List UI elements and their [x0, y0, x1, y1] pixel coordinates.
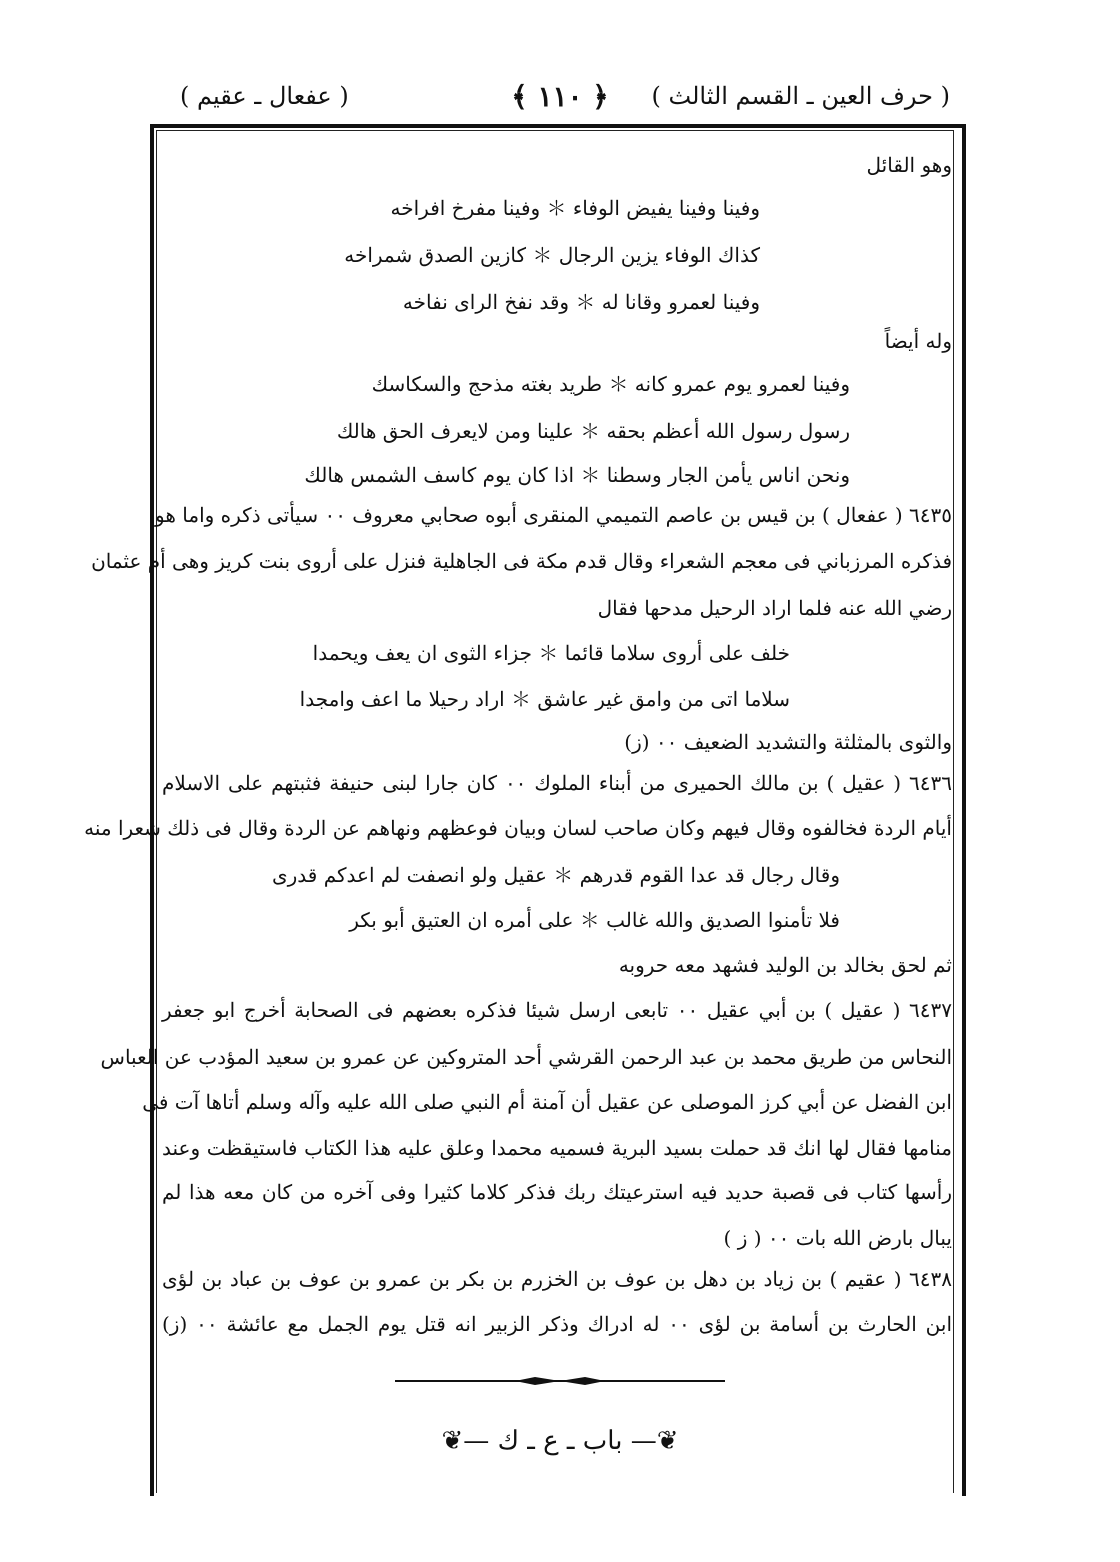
- verse-line: فلا تأمنوا الصديق والله غالب ＊ على أمره ان العتيق أبو بكر: [349, 908, 840, 932]
- verse-line: سلاما اتى من وامق غير عاشق ＊ اراد رحيلا ما اعف وامجدا: [299, 687, 790, 711]
- text-line: منامها فقال لها انك قد حملت بسيد البرية فسميه محمدا وعلق عليه هذا الكتاب فاستيقظت وعند: [162, 1136, 952, 1160]
- text-line-short: رضي الله عنه فلما اراد الرحيل مدحها فقال: [597, 596, 952, 620]
- text-line: ٦٤٣٧ ( عقيل ) بن أبي عقيل ٠٠ تابعى ارسل شيئا فذكره بعضهم فى الصحابة أخرج ابو جعفر: [162, 998, 953, 1022]
- right-ornament-icon: —❦: [441, 1426, 490, 1456]
- text-line-short: وله أيضاً: [884, 329, 952, 353]
- text-line: النحاس من طريق محمد بن عبد الرحمن القرشي أحد المتروكين عن عمرو بن سعيد المؤدب عن العباس: [100, 1045, 952, 1069]
- chapter-heading-text: باب ـ ع ـ ك: [497, 1426, 623, 1456]
- text-line: فذكره المرزباني فى معجم الشعراء وقال قدم مكة فى الجاهلية فنزل على أروى بنت كريز وهى أم عثمان: [91, 549, 952, 573]
- verse-line: وفينا وفينا يفيض الوفاء ＊ وفينا مفرخ افراخه: [390, 196, 760, 220]
- text-line: ٦٤٣٨ ( عقيم ) بن زياد بن دهل بن عوف بن الخزرم بن بكر بن عمرو بن عوف بن عباد بن لؤى: [162, 1267, 952, 1291]
- running-header-section: ( حرف العين ـ القسم الثالث ): [651, 82, 950, 110]
- text-line: ٦٤٣٦ ( عقيل ) بن مالك الحميرى من أبناء الملوك ٠٠ كان جارا لبنى حنيفة فثبتهم على الاسلام: [162, 771, 952, 795]
- verse-line: وفينا لعمرو يوم عمرو كانه ＊ طريد بغته مذحج والسكاسك: [371, 372, 850, 396]
- verse-line: كذاك الوفاء يزين الرجال ＊ كازين الصدق شمراخه: [344, 243, 760, 267]
- text-line-short: وهو القائل: [866, 153, 952, 177]
- left-ornament-icon: ❦—: [630, 1426, 679, 1456]
- verse-line: وقال رجال قد عدا القوم قدرهم ＊ عقيل ولو انصفت لم اعدكم قدرى: [271, 863, 840, 887]
- ornamental-separator: [395, 1376, 725, 1386]
- text-line: أيام الردة فخالفوه وقال فيهم وكان صاحب لسان وبيان فوعظهم ونهاهم عن الردة وقال فى ذلك شعرا منه: [84, 816, 952, 840]
- verse-line: ونحن اناس يأمن الجار وسطنا ＊ اذا كان يوم كاسف الشمس هالك: [304, 463, 850, 487]
- chapter-heading: [0, 1426, 1120, 1456]
- verse-line: خلف على أروى سلاما قائما ＊ جزاء الثوى ان يعف ويحمدا: [312, 641, 790, 665]
- text-line: ٦٤٣٥ ( عفعال ) بن قيس بن عاصم التميمي المنقرى أبوه صحابي معروف ٠٠ سيأتى ذكره واما هو: [155, 503, 952, 527]
- text-line: ابن الفضل عن أبي كرز الموصلى عن عقيل أن آمنة أم النبي صلى الله عليه وآله وسلم أتاها آت فى: [142, 1090, 952, 1114]
- text-line: رأسها كتاب فى قصبة حديد فيه استرعيتك ربك فذكر كلاما كثيرا وفى آخره من كان معه هذا لم: [162, 1180, 952, 1204]
- text-line: ابن الحارث بن أسامة بن لؤى ٠٠ له ادراك وذكر الزبير انه قتل يوم الجمل مع عائشة ٠٠ (ز): [162, 1312, 953, 1336]
- text-line-short: ثم لحق بخالد بن الوليد فشهد معه حروبه: [618, 953, 952, 977]
- verse-line: وفينا لعمرو وقانا له ＊ وقد نفخ الراى نفاخه: [402, 290, 760, 314]
- verse-line: رسول رسول الله أعظم بحقه ＊ علينا ومن لايعرف الحق هالك: [336, 419, 850, 443]
- page-number: ﴿ ١١٠ ﴾: [511, 80, 609, 113]
- text-line-short: والثوى بالمثلثة والتشديد الضعيف ٠٠ (ز): [624, 730, 952, 754]
- text-line-short: يبال بارض الله بات ٠٠ ( ز ): [723, 1226, 952, 1250]
- running-header-entries: ( عفعال ـ عقيم ): [180, 82, 349, 110]
